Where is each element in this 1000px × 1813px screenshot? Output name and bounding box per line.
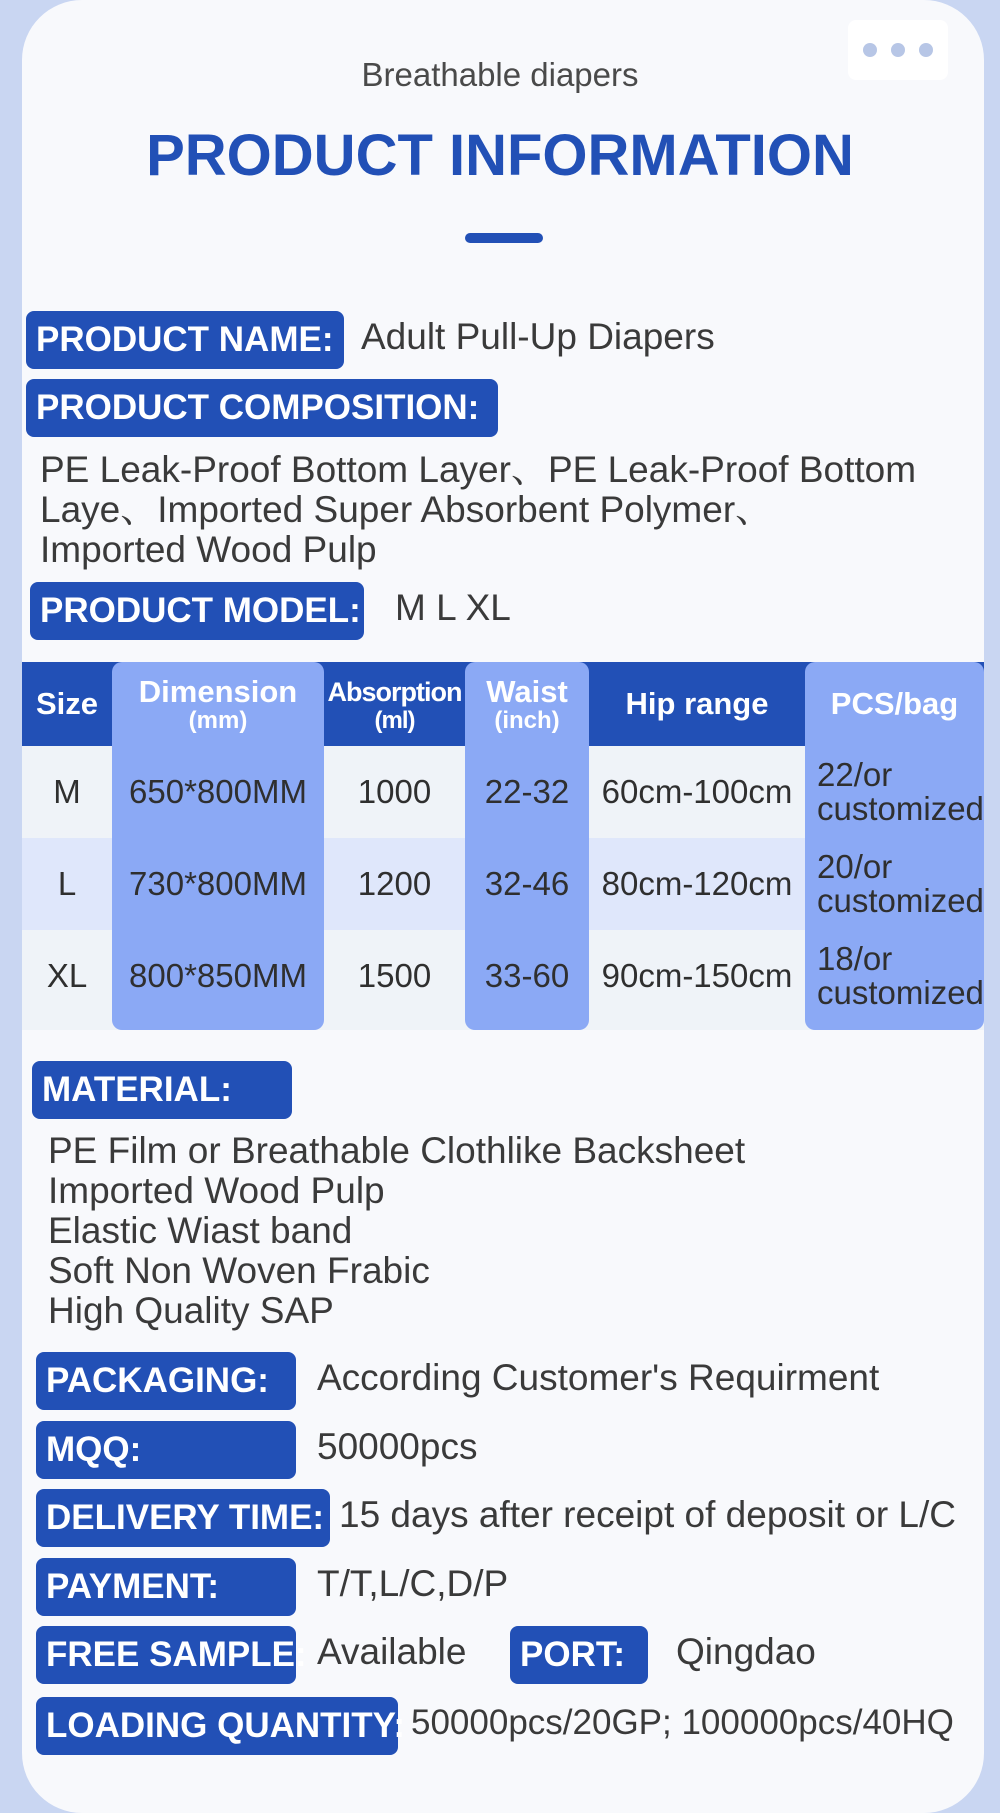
material-item: PE Film or Breathable Clothlike Backsheet <box>48 1130 746 1171</box>
cell-hip: 90cm-150cm <box>601 957 793 994</box>
material-item: High Quality SAP <box>48 1290 334 1331</box>
material-label: MATERIAL: <box>32 1061 292 1119</box>
free-sample-value: Available <box>317 1631 467 1672</box>
header-absorption: Absorption (ml) <box>327 677 462 734</box>
header-hip-range: Hip range <box>625 686 769 721</box>
header-dimension: Dimension (mm) <box>138 674 298 734</box>
cell-waist: 33-60 <box>484 957 570 994</box>
header-waist: Waist (inch) <box>486 674 568 734</box>
mqq-value: 50000pcs <box>317 1426 478 1467</box>
title-underline <box>465 233 543 243</box>
cell-size: L <box>57 865 77 902</box>
dot <box>863 43 877 57</box>
page-title: PRODUCT INFORMATION <box>146 123 854 188</box>
product-name-value: Adult Pull-Up Diapers <box>361 316 715 357</box>
cell-absorption: 1200 <box>357 865 432 902</box>
composition-label: PRODUCT COMPOSITION: <box>26 379 498 437</box>
cell-dimension: 650*800MM <box>129 773 307 810</box>
model-label: PRODUCT MODEL: <box>30 582 364 640</box>
packaging-value: According Customer's Requirment <box>317 1357 880 1398</box>
loading-quantity-value: 50000pcs/20GP; 100000pcs/40HQ <box>411 1703 954 1742</box>
material-item: Imported Wood Pulp <box>48 1170 385 1211</box>
cell-pcs: 22/or customized <box>817 756 984 827</box>
cell-pcs: 20/or customized <box>817 848 984 919</box>
cell-waist: 22-32 <box>484 773 570 810</box>
cell-waist: 32-46 <box>484 865 570 902</box>
dot <box>891 43 905 57</box>
free-sample-label: FREE SAMPLE: <box>36 1626 296 1684</box>
product-name-label: PRODUCT NAME: <box>26 311 344 369</box>
composition-line: PE Leak-Proof Bottom Layer、PE Leak-Proof Bottom <box>40 449 917 490</box>
cell-hip: 60cm-100cm <box>601 773 793 810</box>
header-pcs-bag: PCS/bag <box>830 686 959 721</box>
port-value: Qingdao <box>676 1631 816 1672</box>
loading-quantity-label: LOADING QUANTITY: <box>36 1697 398 1755</box>
cell-absorption: 1000 <box>357 773 432 810</box>
mqq-label: MQQ: <box>36 1421 296 1479</box>
cell-pcs: 18/or customized <box>817 940 984 1011</box>
cell-size: XL <box>46 957 88 994</box>
composition-text <box>40 450 916 570</box>
cell-size: M <box>53 773 81 810</box>
delivery-value: 15 days after receipt of deposit or L/C <box>339 1494 957 1535</box>
payment-label: PAYMENT: <box>36 1558 296 1616</box>
packaging-label: PACKAGING: <box>36 1352 296 1410</box>
size-table <box>22 662 984 1030</box>
material-item: Soft Non Woven Frabic <box>48 1250 430 1291</box>
material-list <box>48 1131 745 1331</box>
cell-dimension: 800*850MM <box>129 957 307 994</box>
header-size: Size <box>35 686 99 721</box>
page-subtitle: Breathable diapers <box>361 56 639 93</box>
cell-absorption: 1500 <box>357 957 432 994</box>
composition-line: Imported Wood Pulp <box>40 529 377 570</box>
port-label: PORT: <box>510 1626 648 1684</box>
delivery-label: DELIVERY TIME: <box>36 1489 330 1547</box>
payment-value: T/T,L/C,D/P <box>317 1563 509 1604</box>
cell-dimension: 730*800MM <box>129 865 307 902</box>
composition-line: Laye、Imported Super Absorbent Polymer、 <box>40 489 773 530</box>
cell-hip: 80cm-120cm <box>601 865 793 902</box>
dot <box>919 43 933 57</box>
model-value: M L XL <box>395 587 511 628</box>
material-item: Elastic Wiast band <box>48 1210 353 1251</box>
